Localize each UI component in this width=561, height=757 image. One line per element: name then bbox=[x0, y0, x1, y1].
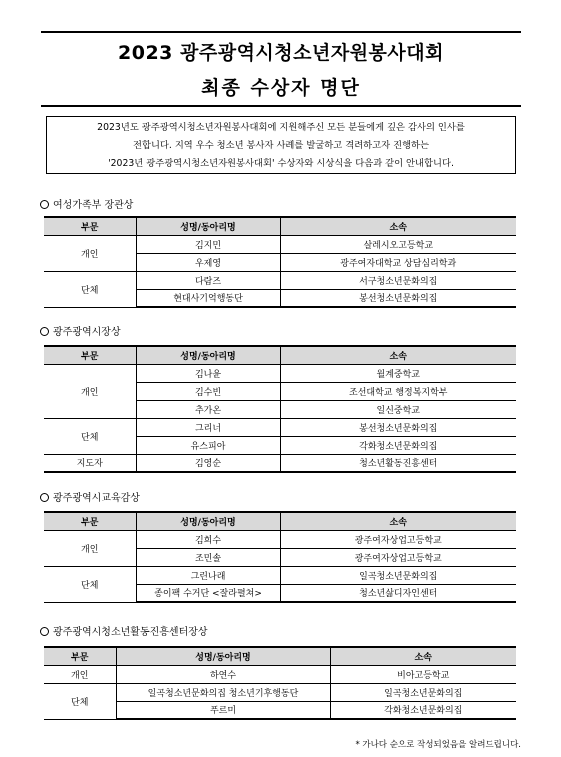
table-row bbox=[44, 683, 516, 701]
affiliation-cell: 봉선청소년문화의집 bbox=[280, 418, 516, 436]
column-header-affiliation: 소속 bbox=[280, 346, 516, 364]
affiliation-cell: 서구청소년문화의집 bbox=[280, 271, 516, 289]
section-heading bbox=[40, 196, 133, 211]
name-cell: 유스피아 bbox=[136, 436, 280, 454]
column-header-affiliation: 소속 bbox=[280, 512, 516, 530]
name-cell: 그린나래 bbox=[136, 566, 280, 584]
affiliation-cell: 비아고등학교 bbox=[330, 665, 516, 683]
affiliation-cell: 일곡청소년문화의집 bbox=[280, 566, 516, 584]
category-cell: 지도자 bbox=[44, 454, 136, 472]
circle-bullet-icon bbox=[40, 200, 49, 209]
category-cell: 단체 bbox=[44, 683, 116, 719]
table-row bbox=[44, 271, 516, 289]
affiliation-cell: 각화청소년문화의집 bbox=[280, 436, 516, 454]
name-cell: 김희수 bbox=[136, 530, 280, 548]
affiliation-cell: 청소년활동진흥센터 bbox=[280, 454, 516, 472]
affiliation-cell: 일곡청소년문화의집 bbox=[330, 683, 516, 701]
circle-bullet-icon bbox=[40, 627, 49, 636]
name-cell: 푸르미 bbox=[116, 701, 330, 719]
section-heading-text: 광주광역시장상 bbox=[53, 327, 121, 338]
column-header-affiliation: 소속 bbox=[330, 647, 516, 665]
name-cell: 조민솔 bbox=[136, 548, 280, 566]
circle-bullet-icon bbox=[40, 493, 49, 502]
section-heading-text: 광주광역시청소년활동진흥센터장상 bbox=[53, 627, 208, 638]
award-table bbox=[44, 511, 516, 603]
table-row bbox=[44, 235, 516, 253]
affiliation-cell: 청소년삶디자인센터 bbox=[280, 584, 516, 602]
name-cell: 김영순 bbox=[136, 454, 280, 472]
award-table bbox=[44, 345, 516, 473]
category-cell: 단체 bbox=[44, 566, 136, 602]
name-cell: 김지민 bbox=[136, 235, 280, 253]
name-cell: 그리너 bbox=[136, 418, 280, 436]
circle-bullet-icon bbox=[40, 327, 49, 336]
table-row bbox=[44, 665, 516, 683]
column-header-name: 성명/동아리명 bbox=[136, 512, 280, 530]
section-heading bbox=[40, 623, 208, 638]
affiliation-cell: 광주여자대학교 상담심리학과 bbox=[280, 253, 516, 271]
table-header-row bbox=[44, 647, 516, 665]
intro-line: 2023년도 광주광역시청소년자원봉사대회에 지원해주신 모든 분들에게 깊은 감사의 인사를 bbox=[97, 122, 465, 133]
name-cell: 우제영 bbox=[136, 253, 280, 271]
column-header-name: 성명/동아리명 bbox=[136, 346, 280, 364]
intro-line: '2023년 광주광역시청소년자원봉사대회' 수상자와 시상식을 다음과 같이 안내합니다. bbox=[108, 158, 454, 169]
affiliation-cell: 조선대학교 행정복지학부 bbox=[280, 382, 516, 400]
table-row bbox=[44, 530, 516, 548]
table-header-row bbox=[44, 217, 516, 235]
name-cell: 김수빈 bbox=[136, 382, 280, 400]
table-row bbox=[44, 418, 516, 436]
section-heading-text: 광주광역시교육감상 bbox=[53, 493, 140, 504]
category-cell: 개인 bbox=[44, 364, 136, 418]
category-cell: 개인 bbox=[44, 530, 136, 566]
column-header-category: 부문 bbox=[44, 512, 136, 530]
affiliation-cell: 광주여자상업고등학교 bbox=[280, 530, 516, 548]
award-table bbox=[44, 216, 516, 308]
affiliation-cell: 살레시오고등학교 bbox=[280, 235, 516, 253]
category-cell: 개인 bbox=[44, 235, 136, 271]
name-cell: 하연수 bbox=[116, 665, 330, 683]
document-subtitle: 최종 수상자 명단 bbox=[201, 77, 361, 99]
footnote: * 가나다 순으로 작성되었음을 알려드립니다. bbox=[355, 740, 521, 750]
table-header-row bbox=[44, 512, 516, 530]
title-block bbox=[41, 31, 521, 107]
section-heading bbox=[40, 323, 121, 338]
intro-line: 전합니다. 지역 우수 청소년 봉사자 사례를 발굴하고 격려하고자 진행하는 bbox=[132, 140, 430, 151]
section-heading-text: 여성가족부 장관상 bbox=[53, 200, 134, 211]
affiliation-cell: 일신중학교 bbox=[280, 400, 516, 418]
column-header-category: 부문 bbox=[44, 217, 136, 235]
category-cell: 단체 bbox=[44, 418, 136, 454]
name-cell: 종이팩 수거단 <잘라펼쳐> bbox=[136, 584, 280, 602]
name-cell: 현대사기억행동단 bbox=[136, 289, 280, 307]
column-header-category: 부문 bbox=[44, 647, 116, 665]
affiliation-cell: 봉선청소년문화의집 bbox=[280, 289, 516, 307]
name-cell: 김나윤 bbox=[136, 364, 280, 382]
intro-box bbox=[46, 116, 516, 174]
table-header-row bbox=[44, 346, 516, 364]
column-header-name: 성명/동아리명 bbox=[136, 217, 280, 235]
affiliation-cell: 각화청소년문화의집 bbox=[330, 701, 516, 719]
column-header-name: 성명/동아리명 bbox=[116, 647, 330, 665]
section-heading bbox=[40, 489, 140, 504]
name-cell: 추가온 bbox=[136, 400, 280, 418]
column-header-affiliation: 소속 bbox=[280, 217, 516, 235]
name-cell: 일곡청소년문화의집 청소년기후행동단 bbox=[116, 683, 330, 701]
affiliation-cell: 광주여자상업고등학교 bbox=[280, 548, 516, 566]
category-cell: 단체 bbox=[44, 271, 136, 307]
name-cell: 다람즈 bbox=[136, 271, 280, 289]
table-row bbox=[44, 364, 516, 382]
column-header-category: 부문 bbox=[44, 346, 136, 364]
award-table bbox=[44, 646, 516, 720]
document-title: 2023 광주광역시청소년자원봉사대회 bbox=[118, 42, 444, 64]
affiliation-cell: 월계중학교 bbox=[280, 364, 516, 382]
category-cell: 개인 bbox=[44, 665, 116, 683]
table-row bbox=[44, 566, 516, 584]
table-row bbox=[44, 454, 516, 472]
